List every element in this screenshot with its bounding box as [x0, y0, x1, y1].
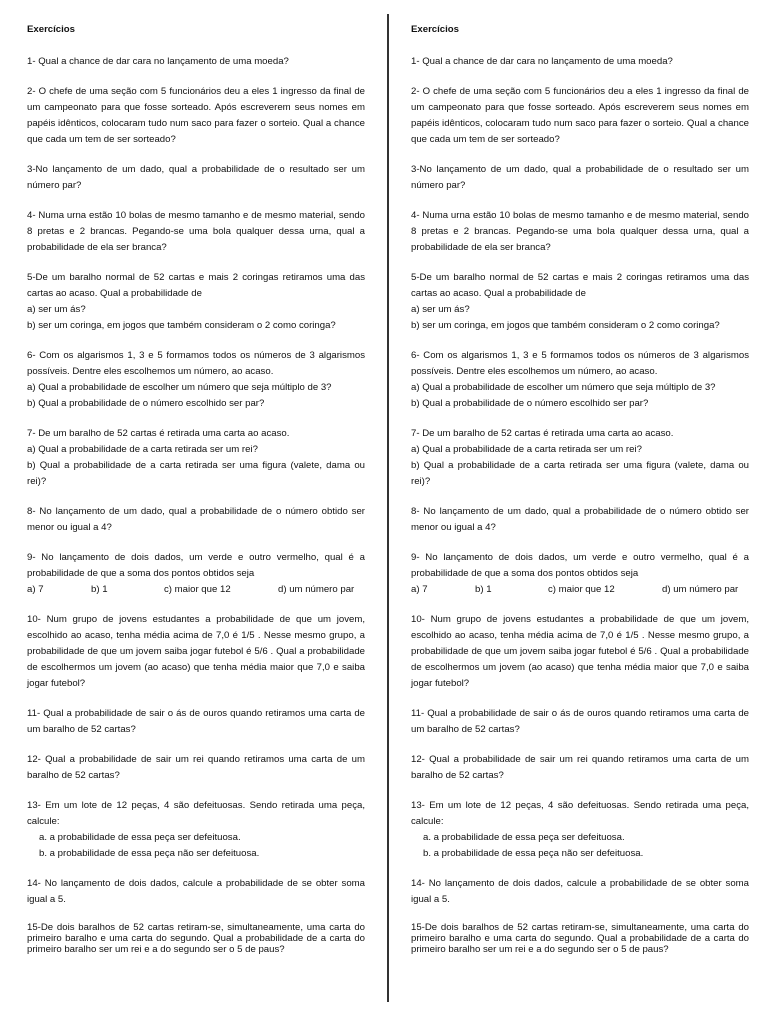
question-2-copy: 2- O chefe de uma seção com 5 funcionários deu a eles 1 ingresso da final de um campeonato para que fosse sorteado. Após escreverem seus nomes em papéis idênticos, colocaram tudo num saco para fazer o sorteio. Qual a chance que cada um tem de ser sorteado? — [411, 86, 749, 145]
question-7-copy — [411, 426, 749, 490]
question-5-b-copy: b) ser um coringa, em jogos que também consideram o 2 como coringa? — [411, 320, 720, 331]
question-8-copy: 8- No lançamento de um dado, qual a probabilidade de o número obtido ser menor ou igual a 4? — [411, 506, 749, 533]
option-a-copy: a) 7 — [411, 584, 428, 595]
question-9-options-copy — [411, 582, 749, 598]
question-5-b: b) ser um coringa, em jogos que também consideram o 2 como coringa? — [27, 320, 336, 331]
question-13-stem: 13- Em um lote de 12 peças, 4 são defeituosas. Sendo retirada uma peça, calcule: — [27, 800, 365, 827]
question-7 — [27, 426, 365, 490]
right-column — [411, 22, 749, 969]
question-12: 12- Qual a probabilidade de sair um rei quando retiramos uma carta de um baralho de 52 cartas? — [27, 754, 365, 781]
question-5-copy — [411, 270, 749, 334]
question-6 — [27, 348, 365, 412]
page-title: Exercícios — [27, 24, 76, 35]
question-5 — [27, 270, 365, 334]
question-2: 2- O chefe de uma seção com 5 funcionários deu a eles 1 ingresso da final de um campeonato para que fosse sorteado. Após escreverem seus nomes em papéis idênticos, colocaram tudo num saco para fazer o sorteio. Qual a chance que cada um tem de ser sorteado? — [27, 86, 365, 145]
question-14: 14- No lançamento de dois dados, calcule a probabilidade de se obter soma igual a 5. — [27, 878, 365, 905]
option-a: a) 7 — [27, 584, 44, 595]
question-13-b-copy: b. a probabilidade de essa peça não ser defeituosa. — [423, 848, 644, 859]
question-5-stem-copy: 5-De um baralho normal de 52 cartas e mais 2 coringas retiramos uma das cartas ao acaso. Qual a probabilidade de — [411, 272, 749, 299]
question-8: 8- No lançamento de um dado, qual a probabilidade de o número obtido ser menor ou igual a 4? — [27, 506, 365, 533]
question-1-copy: 1- Qual a chance de dar cara no lançamento de uma moeda? — [411, 56, 673, 67]
question-7-stem: 7- De um baralho de 52 cartas é retirada uma carta ao acaso. — [27, 428, 290, 439]
question-5-a: a) ser um ás? — [27, 304, 86, 315]
question-10-copy: 10- Num grupo de jovens estudantes a probabilidade de que um jovem, escolhido ao acaso, tenha média acima de 7,0 é 1/5 . Nesse mesmo grupo, a probabilidade de que um jovem saiba jogar futebol é 5/6 . Qual a probabilidade de escolhermos um jovem (ao acaso) que tenha média maior que 7,0 e saiba jogar futebol? — [411, 614, 749, 689]
option-c: c) maior que 12 — [164, 584, 231, 595]
question-13-copy — [411, 798, 749, 862]
question-12-copy: 12- Qual a probabilidade de sair um rei quando retiramos uma carta de um baralho de 52 cartas? — [411, 754, 749, 781]
question-15: 15-De dois baralhos de 52 cartas retiram-se, simultaneamente, uma carta do primeiro baralho e uma carta do segundo. Qual a probabilidade de a carta do primeiro baralho ser um rei e a do segundo ser o 5 de paus? — [27, 922, 365, 955]
left-column — [27, 22, 365, 969]
question-6-copy — [411, 348, 749, 412]
question-1: 1- Qual a chance de dar cara no lançamento de uma moeda? — [27, 56, 289, 67]
question-6-stem: 6- Com os algarismos 1, 3 e 5 formamos todos os números de 3 algarismos possíveis. Dentre eles escolhemos um número, ao acaso. — [27, 350, 365, 377]
question-6-stem-copy: 6- Com os algarismos 1, 3 e 5 formamos todos os números de 3 algarismos possíveis. Dentre eles escolhemos um número, ao acaso. — [411, 350, 749, 377]
question-4: 4- Numa urna estão 10 bolas de mesmo tamanho e de mesmo material, sendo 8 pretas e 2 brancas. Pegando-se uma bola qualquer dessa urna, qual a probabilidade de ela ser branca? — [27, 210, 365, 253]
question-13-stem-copy: 13- Em um lote de 12 peças, 4 são defeituosas. Sendo retirada uma peça, calcule: — [411, 800, 749, 827]
question-6-b: b) Qual a probabilidade de o número escolhido ser par? — [27, 398, 265, 409]
question-9-options — [27, 582, 365, 598]
question-11: 11- Qual a probabilidade de sair o ás de ouros quando retiramos uma carta de um baralho de 52 cartas? — [27, 708, 365, 735]
question-6-b-copy: b) Qual a probabilidade de o número escolhido ser par? — [411, 398, 649, 409]
question-13-a-copy: a. a probabilidade de essa peça ser defeituosa. — [423, 832, 625, 843]
question-6-a-copy: a) Qual a probabilidade de escolher um número que seja múltiplo de 3? — [411, 382, 716, 393]
option-b: b) 1 — [91, 584, 108, 595]
question-9-stem: 9- No lançamento de dois dados, um verde e outro vermelho, qual é a probabilidade de que a soma dos pontos obtidos seja — [27, 552, 365, 579]
page-title-copy: Exercícios — [411, 24, 460, 35]
question-7-b-copy: b) Qual a probabilidade de a carta retirada ser uma figura (valete, dama ou rei)? — [411, 460, 749, 487]
question-13-b: b. a probabilidade de essa peça não ser defeituosa. — [39, 848, 260, 859]
question-10: 10- Num grupo de jovens estudantes a probabilidade de que um jovem, escolhido ao acaso, tenha média acima de 7,0 é 1/5 . Nesse mesmo grupo, a probabilidade de que um jovem saiba jogar futebol é 5/6 . Qual a probabilidade de escolhermos um jovem (ao acaso) que tenha média maior que 7,0 e saiba jogar futebol? — [27, 614, 365, 689]
question-13 — [27, 798, 365, 862]
question-5-stem: 5-De um baralho normal de 52 cartas e mais 2 coringas retiramos uma das cartas ao acaso. Qual a probabilidade de — [27, 272, 365, 299]
question-6-a: a) Qual a probabilidade de escolher um número que seja múltiplo de 3? — [27, 382, 332, 393]
question-7-a: a) Qual a probabilidade de a carta retirada ser um rei? — [27, 444, 258, 455]
question-5-a-copy: a) ser um ás? — [411, 304, 470, 315]
question-9-stem-copy: 9- No lançamento de dois dados, um verde e outro vermelho, qual é a probabilidade de que a soma dos pontos obtidos seja — [411, 552, 749, 579]
question-11-copy: 11- Qual a probabilidade de sair o ás de ouros quando retiramos uma carta de um baralho de 52 cartas? — [411, 708, 749, 735]
option-b-copy: b) 1 — [475, 584, 492, 595]
option-c-copy: c) maior que 12 — [548, 584, 615, 595]
question-15-copy: 15-De dois baralhos de 52 cartas retiram-se, simultaneamente, uma carta do primeiro baralho e uma carta do segundo. Qual a probabilidade de a carta do primeiro baralho ser um rei e a do segundo ser o 5 de paus? — [411, 922, 749, 955]
question-7-stem-copy: 7- De um baralho de 52 cartas é retirada uma carta ao acaso. — [411, 428, 674, 439]
option-d-copy: d) um número par — [662, 584, 739, 595]
question-13-a: a. a probabilidade de essa peça ser defeituosa. — [39, 832, 241, 843]
question-7-b: b) Qual a probabilidade de a carta retirada ser uma figura (valete, dama ou rei)? — [27, 460, 365, 487]
question-3-copy: 3-No lançamento de um dado, qual a probabilidade de o resultado ser um número par? — [411, 164, 749, 191]
question-9-copy — [411, 550, 749, 598]
question-14-copy: 14- No lançamento de dois dados, calcule a probabilidade de se obter soma igual a 5. — [411, 878, 749, 905]
column-divider — [387, 14, 389, 1002]
option-d: d) um número par — [278, 584, 355, 595]
question-3: 3-No lançamento de um dado, qual a probabilidade de o resultado ser um número par? — [27, 164, 365, 191]
question-9 — [27, 550, 365, 598]
question-7-a-copy: a) Qual a probabilidade de a carta retirada ser um rei? — [411, 444, 642, 455]
question-4-copy: 4- Numa urna estão 10 bolas de mesmo tamanho e de mesmo material, sendo 8 pretas e 2 brancas. Pegando-se uma bola qualquer dessa urna, qual a probabilidade de ela ser branca? — [411, 210, 749, 253]
